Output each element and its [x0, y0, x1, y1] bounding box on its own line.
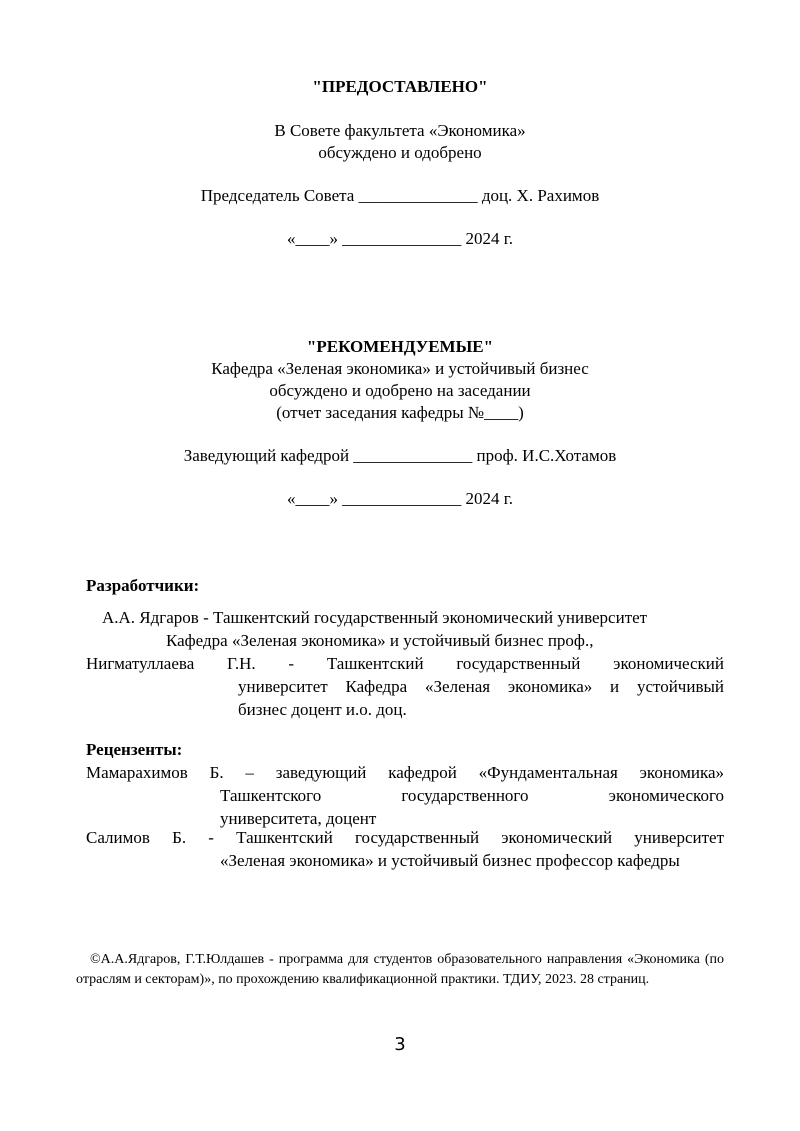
developer-2-line-2: университет Кафедра «Зеленая экономика» и устойчивый	[238, 677, 724, 696]
recommended-line-2: обсуждено и одобрено на заседании	[269, 381, 531, 400]
reviewer-2-line-2: «Зеленая экономика» и устойчивый бизнес профессор кафедры	[220, 851, 680, 870]
recommended-line-3: (отчет заседания кафедры №____)	[276, 403, 524, 422]
reviewer-1-line-1: Мамарахимов Б. – заведующий кафедрой «Фундаментальная экономика»	[86, 763, 724, 782]
approved-line-1: В Совете факультета «Экономика»	[274, 121, 526, 140]
copyright-note: ©А.А.Ядгаров, Г.Т.Юлдашев - программа для студентов образовательного направления «Экономика (по отраслям и секторам)», по прохождению квалификационной практики. ТДИУ, 2023. 28 страниц.	[76, 952, 724, 987]
reviewers-heading: Рецензенты:	[86, 740, 183, 759]
approved-chair-signature: Председатель Совета ______________ доц. Х. Рахимов	[200, 186, 600, 205]
reviewer-2-line-1: Салимов Б. - Ташкентский государственный экономический университет	[86, 828, 724, 847]
recommended-line-1: Кафедра «Зеленая экономика» и устойчивый бизнес	[211, 359, 589, 378]
page-number: 3	[394, 1034, 406, 1055]
recommended-date: «____» ______________ 2024 г.	[286, 489, 514, 508]
developer-2-line-1: Нигматуллаева Г.Н. - Ташкентский государственный экономический	[86, 654, 724, 673]
approved-line-2: обсуждено и одобрено	[318, 143, 482, 162]
approved-title: "ПРЕДОСТАВЛЕНО"	[312, 77, 488, 96]
developer-1-line-1: А.А. Ядгаров - Ташкентский государственный экономический университет	[102, 608, 648, 627]
developer-1-line-2: Кафедра «Зеленая экономика» и устойчивый бизнес проф.,	[166, 631, 594, 650]
approved-date: «____» ______________ 2024 г.	[286, 229, 514, 248]
developer-2-line-3: бизнес доцент и.о. доц.	[238, 700, 407, 719]
developers-heading: Разработчики:	[86, 576, 200, 595]
recommended-head-signature: Заведующий кафедрой ______________ проф. И.С.Хотамов	[183, 446, 617, 465]
reviewer-1-line-2: Ташкентского государственного экономического	[220, 786, 724, 805]
reviewer-1-line-3: университета, доцент	[220, 809, 377, 828]
recommended-title: "РЕКОМЕНДУЕМЫЕ"	[306, 337, 494, 356]
